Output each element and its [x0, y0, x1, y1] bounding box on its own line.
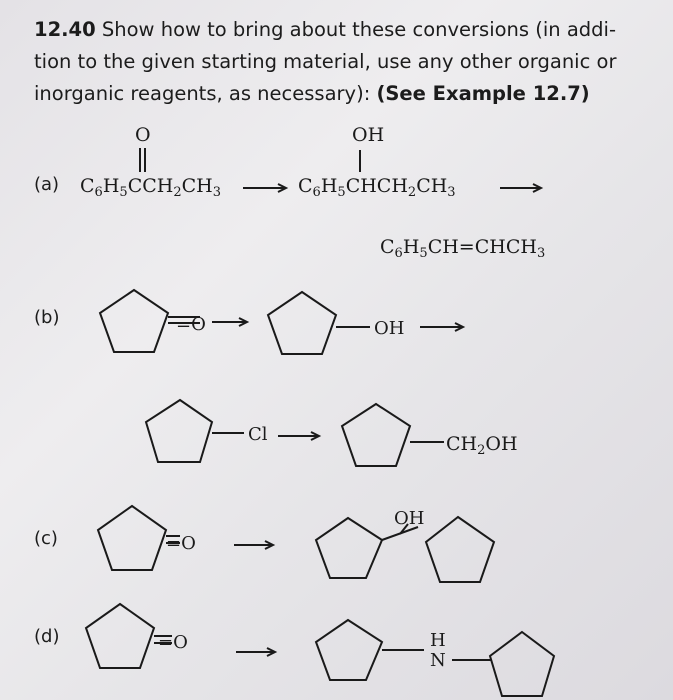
part-d-ring-right [490, 632, 554, 696]
part-c-ring-left [316, 518, 382, 578]
heading-text-3: inorganic reagents, as necessary): [34, 82, 371, 105]
part-c-label: (c) [34, 528, 58, 549]
part-a-alkene-product: $C_6H_5CH=CHCH_3$ [380, 236, 546, 261]
part-b-ketone-oxygen: =O [176, 314, 206, 335]
part-b-hydroxyl-label: OH [374, 318, 405, 339]
part-a-label: (a) [34, 174, 60, 195]
part-b-label: (b) [34, 307, 60, 328]
part-b-cyclopentylmethanol-ring [342, 404, 410, 466]
part-b-hydroxymethyl: $CH_2OH$ [446, 433, 518, 458]
example-reference: (See Example 12.7) [376, 82, 590, 105]
heading-text-2: tion to the given starting material, use any other organic or [34, 50, 617, 73]
part-c-ring-right [426, 517, 494, 582]
part-c-hydroxyl-label: OH [394, 508, 425, 529]
part-a-carbonyl-oxygen: O [135, 124, 151, 146]
part-b-chlorocyclopentane-ring [146, 400, 212, 462]
part-d-ring-left [316, 620, 382, 680]
part-c-cyclopentanone-ring [98, 506, 166, 570]
part-a-starting-ketone: $C_6H_5CCH_2CH_3$ [80, 175, 222, 200]
part-b-chlorine-label: Cl [248, 424, 268, 445]
part-b-cyclopentanol-ring [268, 292, 336, 354]
part-d-amine-hydrogen: H [430, 630, 446, 651]
part-a-intermediate-alcohol: $C_6H_5CHCH_2CH_3$ [298, 175, 456, 200]
part-d-cyclopentanone-ring [86, 604, 154, 668]
part-a-hydroxyl: OH [352, 124, 385, 146]
part-d-ketone-oxygen: =O [158, 632, 188, 653]
part-c-ketone-oxygen: =O [166, 533, 196, 554]
part-b-cyclopentanone-ring [100, 290, 168, 352]
problem-number: 12.40 [34, 18, 96, 41]
part-d-label: (d) [34, 626, 60, 647]
part-d-amine-nitrogen: N [430, 650, 446, 671]
heading-text-1: Show how to bring about these conversions (in addi- [101, 18, 617, 41]
